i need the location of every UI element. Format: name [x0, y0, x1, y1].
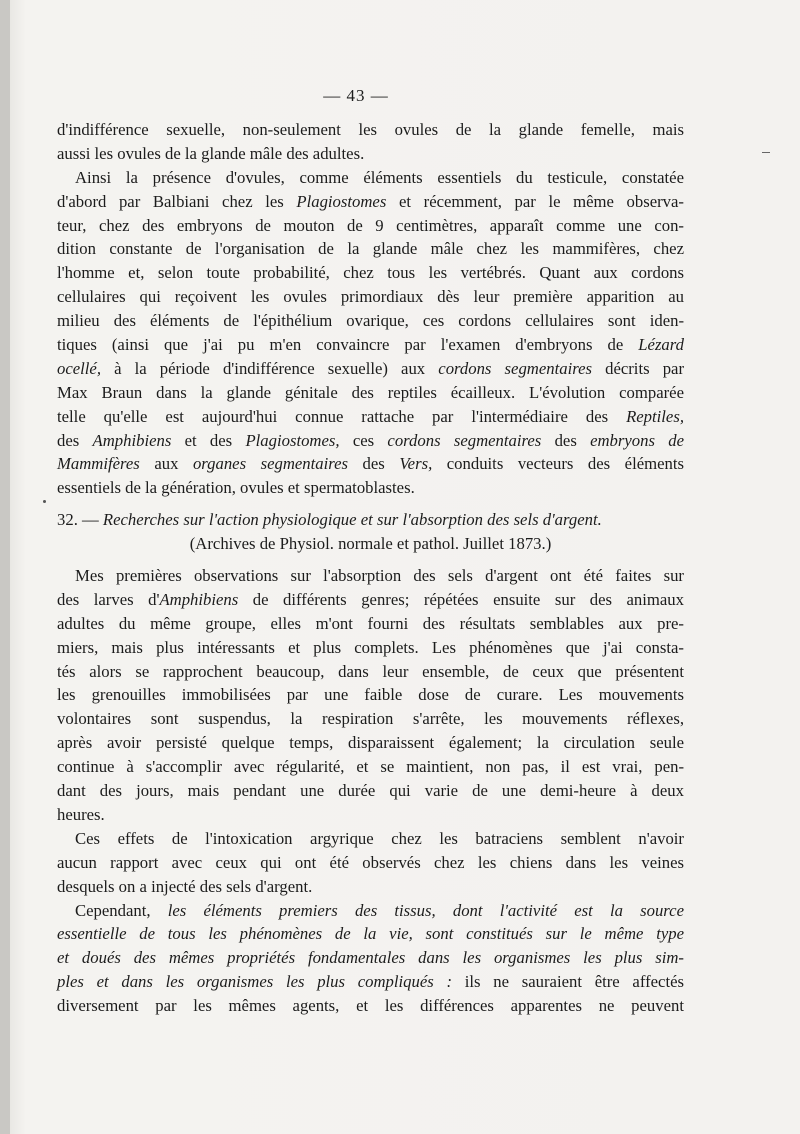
- text-run: adultes du même groupe, elles m'ont fourni des résultats semblables aux pre-: [57, 613, 684, 633]
- text-run: l'homme et, selon toute probabilité, chez tous les vertébrés. Quant aux cordons: [57, 263, 684, 283]
- text-run: Vers,: [399, 454, 433, 474]
- text-run: embryons de: [590, 430, 685, 450]
- text-line: [57, 779, 684, 803]
- text-line: [57, 261, 684, 285]
- text-run: cordons segmentaires: [438, 358, 592, 378]
- text-line: [57, 683, 684, 707]
- text-line: [57, 970, 684, 994]
- text-run: Mes premières observations sur l'absorption des sels d'argent ont été faites sur: [75, 566, 684, 586]
- text-run: tés alors se rapprochent beaucoup, dans leur ensemble, de ceux que présentent: [57, 661, 684, 681]
- text-line: [57, 875, 684, 899]
- text-run: Plagiostomes: [296, 191, 387, 211]
- text-line: [57, 452, 684, 476]
- text-run: aucun rapport avec ceux qui ont été observés chez les chiens dans les veines: [57, 852, 684, 872]
- text-run: organes segmentaires: [192, 454, 349, 474]
- section-heading: [57, 508, 684, 532]
- text-run: des larves d': [57, 589, 160, 609]
- text-run: dition constante de l'organisation de la glande mâle chez les mammifères, chez: [57, 239, 684, 259]
- text-line: [57, 707, 684, 731]
- section-source: [57, 532, 684, 556]
- text-run: à la période d'indifférence sexuelle) aux: [101, 358, 439, 378]
- text-line: [57, 994, 684, 1018]
- text-line: [57, 357, 684, 381]
- text-run: ces: [339, 430, 388, 450]
- text-run: des: [348, 454, 400, 474]
- text-run: conduits vecteurs des éléments: [432, 454, 684, 474]
- binding-shadow: [0, 0, 10, 1134]
- text-line: [57, 899, 684, 923]
- text-run: aux: [139, 454, 193, 474]
- text-run: miers, mais plus intéressants et plus complets. Les phénomènes que j'ai consta-: [57, 637, 684, 657]
- text-run: Max Braun dans la glande génitale des reptiles écailleux. L'évolution comparée: [57, 382, 684, 402]
- text-run: milieu des éléments de l'épithélium ovarique, ces cordons cellulaires sont iden-: [57, 311, 684, 331]
- text-run: d'indifférence sexuelle, non-seulement les ovules de la glande femelle, mais: [57, 120, 684, 139]
- text-line: [57, 285, 684, 309]
- text-run: teur, chez des embryons de mouton de 9 centimètres, apparaît comme une con-: [57, 215, 684, 235]
- text-line: [57, 309, 684, 333]
- text-run: heures.: [57, 804, 105, 824]
- text-line: [57, 333, 684, 357]
- text-run: les grenouilles immobilisées par une faible dose de curare. Les mouvements: [57, 685, 684, 705]
- text-run: diversement par les mêmes agents, et les différences apparentes ne peuvent: [57, 996, 684, 1016]
- text-run: et des: [171, 430, 246, 450]
- text-line: [57, 166, 684, 190]
- text-run: 32. —: [57, 510, 103, 530]
- text-line: [57, 731, 684, 755]
- text-run: essentielle de tous les phénomènes de la vie, sont constitués sur le même type: [57, 924, 684, 944]
- text-line: [57, 660, 684, 684]
- text-line: [57, 803, 684, 827]
- text-run: volontaires sont suspendus, la respiration s'arrête, les mouvements réflexes,: [57, 709, 684, 729]
- text-run: des: [57, 430, 93, 450]
- text-run: cellulaires qui reçoivent les ovules primordiaux dès leur première apparition au: [57, 287, 684, 307]
- text-run: Ainsi la présence d'ovules, comme éléments essentiels du testicule, constatée: [75, 167, 684, 187]
- text-run: (Archives de Physiol. normale et pathol. Juillet 1873.): [189, 534, 552, 554]
- margin-mark: [762, 152, 770, 153]
- text-line: [57, 755, 684, 779]
- text-run: essentiels de la génération, ovules et spermatoblastes.: [57, 478, 415, 498]
- text-run: ples et dans les organismes les plus compliqués :: [57, 972, 453, 992]
- text-line: [57, 946, 684, 970]
- text-run: Ces effets de l'intoxication argyrique chez les batraciens semblent n'avoir: [75, 828, 684, 848]
- text-run: de différents genres; répétées ensuite sur des animaux: [238, 589, 684, 609]
- text-run: les éléments premiers des tissus, dont l'activité est la source: [167, 900, 684, 920]
- text-run: Lézard: [638, 335, 684, 355]
- text-line: [57, 429, 684, 453]
- text-run: Plagiostomes,: [245, 430, 340, 450]
- text-line: [57, 588, 684, 612]
- text-run: ils ne sauraient être affectés: [452, 972, 684, 992]
- text-run: ocellé,: [57, 358, 102, 378]
- text-run: cordons segmentaires: [387, 430, 542, 450]
- text-line: [57, 612, 684, 636]
- text-line: [57, 476, 684, 500]
- text-line: [57, 237, 684, 261]
- text-run: Amphibiens: [92, 430, 172, 450]
- text-run: tiques (ainsi que j'ai pu m'en convaincre par l'examen d'embryons de: [57, 335, 639, 355]
- body-text: [57, 118, 684, 1018]
- text-run: des: [541, 430, 591, 450]
- text-line: [57, 851, 684, 875]
- text-run: et récemment, par le même observa-: [386, 191, 684, 211]
- text-run: dant des jours, mais pendant une durée qui varie de une demi-heure à deux: [57, 781, 684, 801]
- text-line: [57, 564, 684, 588]
- text-line: [57, 827, 684, 851]
- text-run: après avoir persisté quelque temps, disparaissent également; la circulation seule: [57, 733, 684, 753]
- text-run: desquels on a injecté des sels d'argent.: [57, 876, 313, 896]
- text-line: [57, 381, 684, 405]
- text-run: et doués des mêmes propriétés fondamentales dans les organismes les plus sim-: [57, 948, 684, 968]
- text-run: Reptiles,: [626, 406, 684, 426]
- text-run: Recherches sur l'action physiologique et sur l'absorption des sels d'argent.: [102, 510, 602, 530]
- text-line: [57, 405, 684, 429]
- text-line: [57, 214, 684, 238]
- text-line: [57, 190, 684, 214]
- text-line: [57, 142, 684, 166]
- text-line: [57, 118, 684, 142]
- margin-dot: [43, 500, 46, 503]
- text-run: d'abord par Balbiani chez les: [57, 191, 297, 211]
- text-run: Cependant,: [75, 900, 168, 920]
- text-run: décrits par: [591, 358, 684, 378]
- text-run: telle qu'elle est aujourd'hui connue rattache par l'intermédiaire des: [57, 406, 627, 426]
- page-number: — 43 —: [323, 86, 389, 105]
- text-line: [57, 636, 684, 660]
- text-run: Mammifères: [57, 454, 140, 474]
- text-line: [57, 922, 684, 946]
- text-run: Amphibiens: [159, 589, 239, 609]
- text-run: continue à s'accomplir avec régularité, et se maintient, non pas, il est vrai, pen-: [57, 757, 684, 777]
- text-run: aussi les ovules de la glande mâle des adultes.: [57, 143, 365, 163]
